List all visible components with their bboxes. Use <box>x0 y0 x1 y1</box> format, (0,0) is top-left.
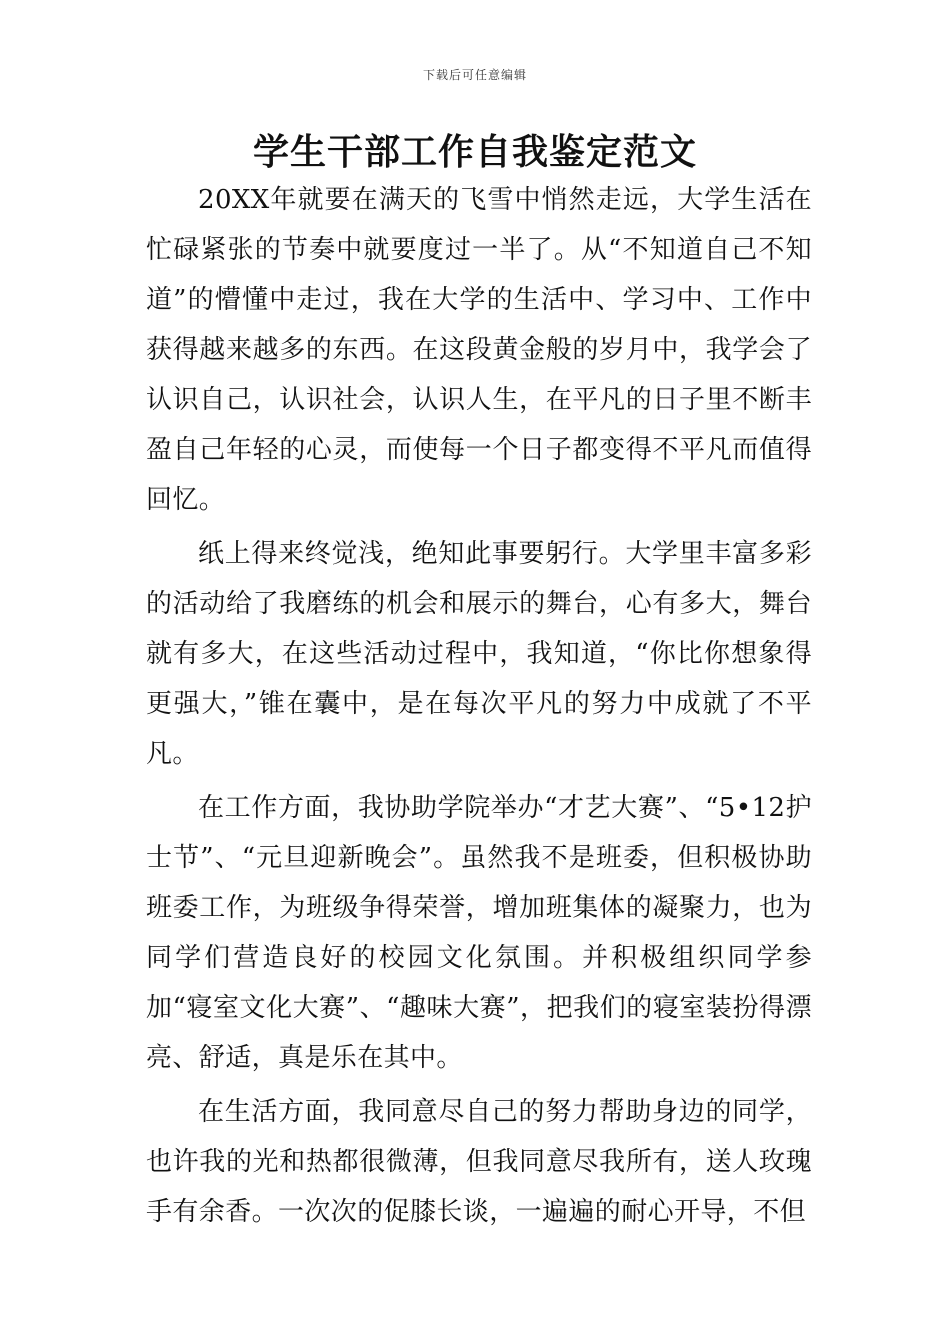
document-body <box>146 175 812 1241</box>
header-note: 下载后可任意编辑 <box>422 68 527 82</box>
paragraph-1: 20XX年就要在满天的飞雪中悄然走远，大学生活在忙碌紧张的节奏中就要度过一半了。从“不知道自己不知道”的懵懂中走过，我在大学的生活中、学习中、工作中获得越来越多的东西。在这段黄金般的岁月中，我学会了认识自己，认识社会，认识人生，在平凡的日子里不断丰盈自己年轻的心灵，而使每一个日子都变得不平凡而值得回忆。 <box>146 185 812 515</box>
document-title: 学生干部工作自我鉴定范文 <box>252 132 697 173</box>
paragraph-2: 纸上得来终觉浅，绝知此事要躬行。大学里丰富多彩的活动给了我磨练的机会和展示的舞台，心有多大，舞台就有多大，在这些活动过程中，我知道，“你比你想象得更强大，”锥在囊中，是在每次平凡的努力中成就了不平凡。 <box>146 539 812 769</box>
paragraph-4: 在生活方面，我同意尽自己的努力帮助身边的同学，也许我的光和热都很微薄，但我同意尽我所有，送人玫瑰手有余香。一次次的促膝长谈，一遍遍的耐心开导，不但 <box>146 1097 812 1227</box>
paragraph-3: 在工作方面，我协助学院举办“才艺大赛”、“5•12护士节”、“元旦迎新晚会”。虽然我不是班委，但积极协助班委工作，为班级争得荣誉，增加班集体的凝聚力，也为同学们营造良好的校园文化氛围。并积极组织同学参加“寝室文化大赛”、“趣味大赛”，把我们的寝室装扮得漂亮、舒适，真是乐在其中。 <box>146 793 812 1073</box>
